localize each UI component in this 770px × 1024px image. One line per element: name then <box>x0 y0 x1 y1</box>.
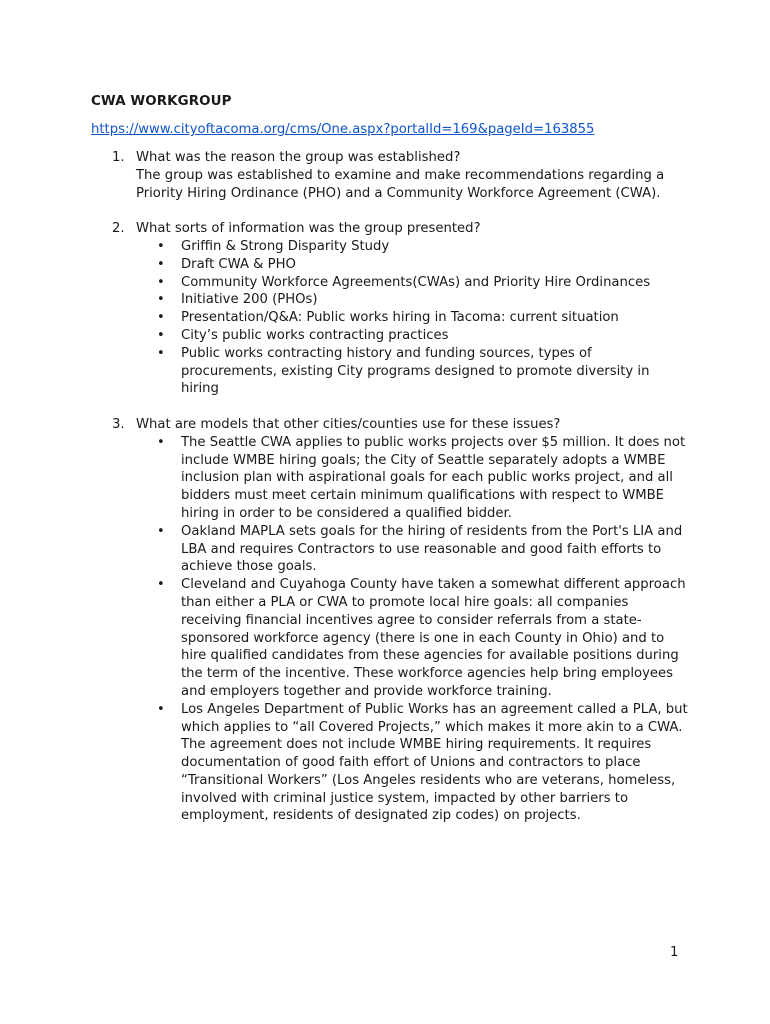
bullet-icon: • <box>157 434 165 450</box>
list-item <box>136 701 691 826</box>
bullet-list <box>136 434 691 826</box>
question-item <box>91 149 691 202</box>
bullet-icon: • <box>157 327 165 343</box>
list-item <box>136 291 691 309</box>
list-item <box>136 345 691 398</box>
list-item <box>136 309 691 327</box>
bullet-text: Presentation/Q&A: Public works hiring in Tacoma: current situation <box>181 310 619 326</box>
answer-text: The group was established to examine and make recommendations regarding a Priority Hiring Ordinance (PHO) and a Community Workforce Agreement (CWA). <box>136 167 665 201</box>
list-item <box>136 256 691 274</box>
question-number: 2. <box>112 221 125 237</box>
document-title: CWA WORKGROUP <box>91 94 232 109</box>
bullet-text: Draft CWA & PHO <box>181 256 296 272</box>
bullet-text: Community Workforce Agreements(CWAs) and Priority Hire Ordinances <box>181 274 651 290</box>
bullet-icon: • <box>157 292 165 308</box>
question-item <box>91 220 691 398</box>
bullet-text: Cleveland and Cuyahoga County have taken a somewhat different approach than either a PLA or CWA to promote local hire goals: all companies receiving financial incentives agree to consider referrals from a state-sponsored workforce agency (there is one in each County in Ohio) and to hire qualified candidates from these agencies for available positions during the term of the incentive. These workforce agencies help bring employees and employers together and provide workforce training. <box>181 577 686 699</box>
bullet-text: Oakland MAPLA sets goals for the hiring of residents from the Port's LIA and LBA and requires Contractors to use reasonable and good faith efforts to achieve those goals. <box>181 523 683 575</box>
bullet-icon: • <box>157 701 165 717</box>
bullet-icon: • <box>157 274 165 290</box>
bullet-text: The Seattle CWA applies to public works projects over $5 million. It does not include WMBE hiring goals; the City of Seattle separately adopts a WMBE inclusion plan with aspirational goals for each public works project, and all bidders must meet certain minimum qualifications with respect to WMBE hiring in order to be considered a qualified bidder. <box>181 434 686 521</box>
bullet-text: Griffin & Strong Disparity Study <box>181 238 390 254</box>
bullet-list <box>136 238 691 398</box>
question-text: What sorts of information was the group presented? <box>136 221 481 237</box>
reference-link[interactable]: https://www.cityoftacoma.org/cms/One.aspx?portalId=169&pageId=163855 <box>91 122 595 137</box>
list-item <box>136 327 691 345</box>
bullet-text: Public works contracting history and funding sources, types of procurements, existing City programs designed to promote diversity in hiring <box>181 345 650 397</box>
bullet-icon: • <box>157 310 165 326</box>
list-item <box>136 274 691 292</box>
bullet-text: Los Angeles Department of Public Works has an agreement called a PLA, but which applies to “all Covered Projects,” which makes it more akin to a CWA. The agreement does not include WMBE hiring requirements. It requires documentation of good faith effort of Unions and contractors to place “Transitional Workers” (Los Angeles residents who are veterans, homeless, involved with criminal justice system, impacted by other barriers to employment, residents of designated zip codes) on projects. <box>181 701 688 824</box>
bullet-icon: • <box>157 256 165 272</box>
bullet-icon: • <box>157 238 165 254</box>
question-text: What was the reason the group was established? <box>136 150 461 165</box>
list-item <box>136 434 691 523</box>
page-number: 1 <box>670 945 679 960</box>
questions-list <box>91 149 691 825</box>
question-number: 3. <box>112 416 125 432</box>
list-item <box>136 238 691 256</box>
bullet-icon: • <box>157 577 165 593</box>
bullet-text: City’s public works contracting practices <box>181 327 449 343</box>
bullet-text: Initiative 200 (PHOs) <box>181 292 318 308</box>
question-text: What are models that other cities/counties use for these issues? <box>136 416 561 432</box>
question-item <box>91 416 691 825</box>
bullet-icon: • <box>157 345 165 361</box>
list-item <box>136 576 691 701</box>
bullet-icon: • <box>157 523 165 539</box>
question-number: 1. <box>112 150 125 165</box>
list-item <box>136 523 691 576</box>
